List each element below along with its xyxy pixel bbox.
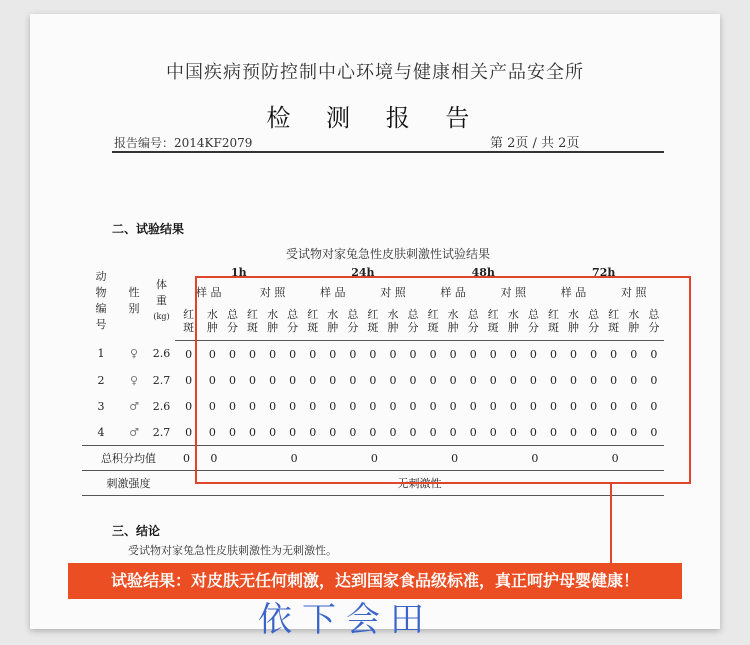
score-cell: 0 — [630, 399, 638, 413]
score-cell: 0 — [249, 373, 257, 387]
score-cell: 0 — [185, 347, 193, 361]
subcol-header: 水 肿 — [503, 302, 523, 341]
subcol-header: 水 肿 — [263, 302, 283, 341]
score-cell: 0 — [349, 373, 357, 387]
score-cell: 0 — [529, 399, 537, 413]
avg-value: 0 — [604, 446, 664, 471]
score-cell: 0 — [309, 347, 317, 361]
report-page — [30, 14, 720, 629]
avg-value: 0 — [363, 446, 443, 471]
score-cell: 0 — [590, 399, 598, 413]
score-cell: 0 — [228, 373, 236, 387]
score-cell: 0 — [489, 425, 497, 439]
score-cell: 0 — [570, 399, 578, 413]
score-cell: 0 — [630, 425, 638, 439]
score-cell: 0 — [429, 425, 437, 439]
subcol-header: 总 分 — [644, 302, 664, 341]
conclusion-text: 受试物对家兔急性皮肤刺激性为无刺激性。 — [128, 544, 337, 557]
score-cell: 0 — [590, 373, 598, 387]
score-cell: 0 — [449, 347, 457, 361]
score-cell: 0 — [249, 399, 257, 413]
animal-weight: 2.7 — [152, 373, 171, 387]
subcol-header: 总 分 — [403, 302, 423, 341]
score-cell: 0 — [469, 399, 477, 413]
score-cell: 0 — [409, 425, 417, 439]
score-cell: 0 — [389, 347, 397, 361]
score-cell: 0 — [228, 347, 236, 361]
section-conclusion-heading: 三、结论 — [112, 524, 161, 538]
score-cell: 0 — [570, 373, 578, 387]
report-number: 报告编号：2014KF2079 — [114, 136, 253, 150]
time-header: 72h — [592, 265, 616, 279]
animal-weight: 2.6 — [152, 347, 171, 361]
score-cell: 0 — [590, 425, 598, 439]
subcol-header: 总 分 — [523, 302, 543, 341]
table-title: 受试物对家兔急性皮肤刺激性试验结果 — [285, 247, 490, 261]
subcol-header: 总 分 — [584, 302, 604, 341]
score-cell: 0 — [208, 399, 216, 413]
score-cell: 0 — [610, 399, 618, 413]
group-header: 对 照 — [259, 286, 286, 299]
avg-value: 0 — [175, 446, 202, 471]
score-cell: 0 — [429, 399, 437, 413]
score-cell: 0 — [329, 373, 337, 387]
score-cell: 0 — [449, 425, 457, 439]
subcol-header: 红 斑 — [604, 302, 624, 341]
score-cell: 0 — [650, 425, 658, 439]
score-cell: 0 — [208, 425, 216, 439]
score-cell: 0 — [590, 347, 598, 361]
avg-value: 0 — [202, 446, 282, 471]
score-cell: 0 — [369, 373, 377, 387]
subcol-header: 水 肿 — [563, 302, 583, 341]
avg-label: 总积分均值 — [82, 446, 175, 471]
score-cell: 0 — [369, 399, 377, 413]
time-header: 1h — [231, 265, 247, 279]
score-cell: 0 — [208, 373, 216, 387]
score-cell: 0 — [570, 425, 578, 439]
subcol-header: 红 斑 — [483, 302, 503, 341]
animal-sex: ♂ — [129, 425, 139, 439]
score-cell: 0 — [610, 425, 618, 439]
score-cell: 0 — [389, 399, 397, 413]
score-cell: 0 — [650, 399, 658, 413]
score-cell: 0 — [630, 347, 638, 361]
score-cell: 0 — [309, 399, 317, 413]
time-header: 24h — [351, 265, 375, 279]
score-cell: 0 — [610, 373, 618, 387]
score-cell: 0 — [549, 347, 557, 361]
score-cell: 0 — [329, 399, 337, 413]
score-cell: 0 — [228, 399, 236, 413]
score-cell: 0 — [469, 425, 477, 439]
stamp-text: 依下会田 — [258, 600, 434, 638]
score-cell: 0 — [249, 347, 257, 361]
weight-unit: (kg) — [153, 312, 170, 322]
score-cell: 0 — [489, 347, 497, 361]
score-cell: 0 — [289, 373, 297, 387]
score-cell: 0 — [509, 425, 517, 439]
avg-value: 0 — [523, 446, 603, 471]
score-cell: 0 — [289, 347, 297, 361]
score-cell: 0 — [208, 347, 216, 361]
subcol-header: 总 分 — [463, 302, 483, 341]
score-cell: 0 — [309, 425, 317, 439]
header-sex: 性 别 — [128, 286, 140, 316]
subcol-header: 水 肿 — [323, 302, 343, 341]
score-cell: 0 — [650, 373, 658, 387]
highlight-box — [195, 276, 691, 484]
score-cell: 0 — [469, 373, 477, 387]
score-cell: 0 — [549, 425, 557, 439]
score-cell: 0 — [309, 373, 317, 387]
header-rule — [112, 151, 664, 153]
animal-id: 3 — [97, 399, 105, 413]
score-cell: 0 — [529, 347, 537, 361]
score-cell: 0 — [349, 347, 357, 361]
subcol-header: 红 斑 — [303, 302, 323, 341]
animal-sex: ♀ — [129, 373, 139, 387]
score-cell: 0 — [369, 425, 377, 439]
score-cell: 0 — [529, 373, 537, 387]
subcol-header: 水 肿 — [443, 302, 463, 341]
score-cell: 0 — [185, 399, 193, 413]
group-header: 样 品 — [560, 286, 587, 299]
score-cell: 0 — [369, 347, 377, 361]
score-cell: 0 — [549, 399, 557, 413]
score-cell: 0 — [349, 399, 357, 413]
subcol-header: 水 肿 — [383, 302, 403, 341]
score-cell: 0 — [630, 373, 638, 387]
score-cell: 0 — [529, 425, 537, 439]
score-cell: 0 — [509, 373, 517, 387]
score-cell: 0 — [449, 373, 457, 387]
subcol-header: 水 肿 — [624, 302, 644, 341]
group-header: 样 品 — [440, 286, 466, 299]
animal-sex: ♀ — [129, 347, 139, 361]
institution-name: 中国疾病预防控制中心环境与健康相关产品安全所 — [166, 62, 584, 83]
score-cell: 0 — [429, 347, 437, 361]
section-results-heading: 二、试验结果 — [112, 222, 185, 236]
subcol-header: 红 斑 — [175, 302, 202, 341]
irritation-label: 刺激强度 — [82, 471, 175, 496]
score-cell: 0 — [249, 425, 257, 439]
score-cell: 0 — [489, 373, 497, 387]
group-header: 样 品 — [195, 286, 222, 299]
time-header: 48h — [471, 265, 495, 279]
score-cell: 0 — [449, 399, 457, 413]
score-cell: 0 — [389, 425, 397, 439]
subcol-header: 红 斑 — [242, 302, 262, 341]
group-header: 对 照 — [621, 286, 647, 299]
score-cell: 0 — [269, 399, 277, 413]
score-cell: 0 — [549, 373, 557, 387]
score-cell: 0 — [509, 347, 517, 361]
score-cell: 0 — [289, 399, 297, 413]
score-cell: 0 — [228, 425, 236, 439]
score-cell: 0 — [429, 373, 437, 387]
score-cell: 0 — [329, 347, 337, 361]
score-cell: 0 — [570, 347, 578, 361]
score-cell: 0 — [185, 373, 193, 387]
score-cell: 0 — [509, 399, 517, 413]
animal-weight: 2.6 — [152, 399, 171, 413]
report-title: 检 测 报 告 — [266, 104, 484, 132]
score-cell: 0 — [289, 425, 297, 439]
score-cell: 0 — [389, 373, 397, 387]
score-cell: 0 — [409, 399, 417, 413]
animal-id: 1 — [97, 347, 105, 361]
animal-id: 4 — [97, 425, 105, 439]
score-cell: 0 — [269, 347, 277, 361]
animal-weight: 2.7 — [152, 425, 171, 439]
animal-sex: ♂ — [129, 399, 139, 413]
subcol-header: 红 斑 — [363, 302, 383, 341]
score-cell: 0 — [269, 373, 277, 387]
subcol-header: 总 分 — [343, 302, 363, 341]
animal-id: 2 — [97, 373, 105, 387]
subcol-header: 红 斑 — [543, 302, 563, 341]
irritation-value: 无刺激性 — [175, 471, 664, 496]
score-cell: 0 — [269, 425, 277, 439]
score-cell: 0 — [349, 425, 357, 439]
score-cell: 0 — [409, 373, 417, 387]
avg-value: 0 — [443, 446, 523, 471]
group-header: 对 照 — [380, 286, 406, 299]
subcol-header: 红 斑 — [423, 302, 443, 341]
score-cell: 0 — [469, 347, 477, 361]
page-count: 第 2页 / 共 2页 — [490, 136, 580, 151]
group-header: 样 品 — [320, 286, 346, 299]
score-cell: 0 — [610, 347, 618, 361]
header-animal-id: 动 物 编 号 — [95, 270, 107, 332]
subcol-header: 总 分 — [222, 302, 242, 341]
subcol-header: 水 肿 — [202, 302, 222, 341]
avg-value: 0 — [283, 446, 363, 471]
score-cell: 0 — [650, 347, 658, 361]
score-cell: 0 — [409, 347, 417, 361]
score-cell: 0 — [329, 425, 337, 439]
header-weight: 体 重 (kg) — [148, 262, 175, 341]
score-cell: 0 — [185, 425, 193, 439]
group-header: 对 照 — [500, 286, 527, 299]
result-banner: 试验结果：对皮肤无任何刺激，达到国家食品级标准，真正呵护母婴健康！ — [68, 563, 682, 599]
subcol-header: 总 分 — [283, 302, 303, 341]
score-cell: 0 — [489, 399, 497, 413]
